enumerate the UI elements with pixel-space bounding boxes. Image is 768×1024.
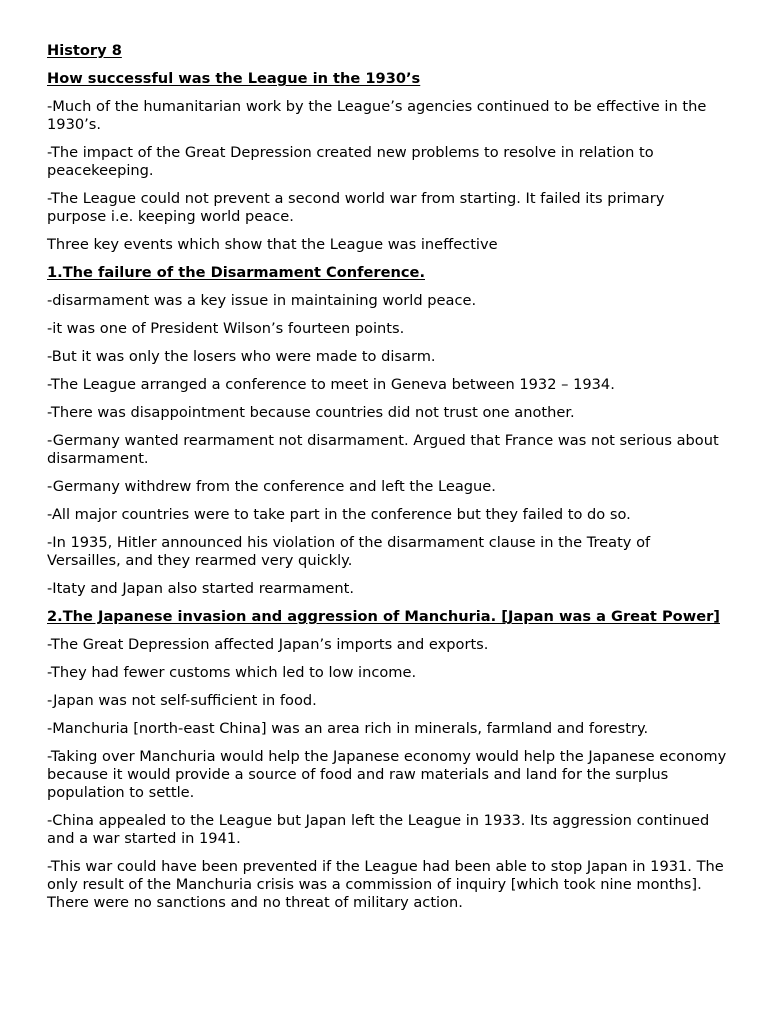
section-paragraph: -This war could have been prevented if the League had been able to stop Japan in 1931. The only result of the Manchuria crisis was a commission of inquiry [which took nine months]. There were no sanctions and no threat of military action.	[47, 858, 724, 911]
section-paragraph: -The League arranged a conference to meet in Geneva between 1932 – 1934.	[47, 376, 615, 393]
document-page	[47, 42, 727, 922]
section-paragraph: -They had fewer customs which led to low income.	[47, 664, 417, 681]
section-paragraph: -Germany wanted rearmament not disarmament. Argued that France was not serious about disarmament.	[47, 432, 719, 467]
intro-paragraph: Three key events which show that the League was ineffective	[47, 236, 498, 253]
intro-paragraph: -The League could not prevent a second world war from starting. It failed its primary purpose i.e. keeping world peace.	[47, 190, 665, 225]
document-subtitle: How successful was the League in the 1930’s	[47, 70, 421, 87]
section-paragraph: -disarmament was a key issue in maintaining world peace.	[47, 292, 477, 309]
section-paragraph: -There was disappointment because countries did not trust one another.	[47, 404, 575, 421]
section-paragraph: -In 1935, Hitler announced his violation of the disarmament clause in the Treaty of Versailles, and they rearmed very quickly.	[47, 534, 651, 569]
section-paragraph: -Itaty and Japan also started rearmament.	[47, 580, 355, 597]
section-heading-disarmament: 1.The failure of the Disarmament Conference.	[47, 264, 425, 281]
section-paragraph: -Taking over Manchuria would help the Japanese economy would help the Japanese economy because it would provide a source of food and raw materials and land for the surplus population to settle.	[47, 748, 727, 801]
section-paragraph: -it was one of President Wilson’s fourteen points.	[47, 320, 405, 337]
document-title: History 8	[47, 42, 122, 59]
section-paragraph: -Germany withdrew from the conference and left the League.	[47, 478, 496, 495]
section-paragraph: -Manchuria [north-east China] was an area rich in minerals, farmland and forestry.	[47, 720, 649, 737]
section-heading-manchuria: 2.The Japanese invasion and aggression of Manchuria. [Japan was a Great Power]	[47, 608, 720, 625]
section-paragraph: -All major countries were to take part in the conference but they failed to do so.	[47, 506, 631, 523]
section-paragraph: -Japan was not self-sufficient in food.	[47, 692, 317, 709]
intro-paragraph: -The impact of the Great Depression created new problems to resolve in relation to peacekeeping.	[47, 144, 654, 179]
section-paragraph: -China appealed to the League but Japan left the League in 1933. Its aggression continued and a war started in 1941.	[47, 812, 710, 847]
section-paragraph: -But it was only the losers who were made to disarm.	[47, 348, 436, 365]
intro-paragraph: -Much of the humanitarian work by the League’s agencies continued to be effective in the 1930’s.	[47, 98, 707, 133]
section-paragraph: -The Great Depression affected Japan’s imports and exports.	[47, 636, 489, 653]
